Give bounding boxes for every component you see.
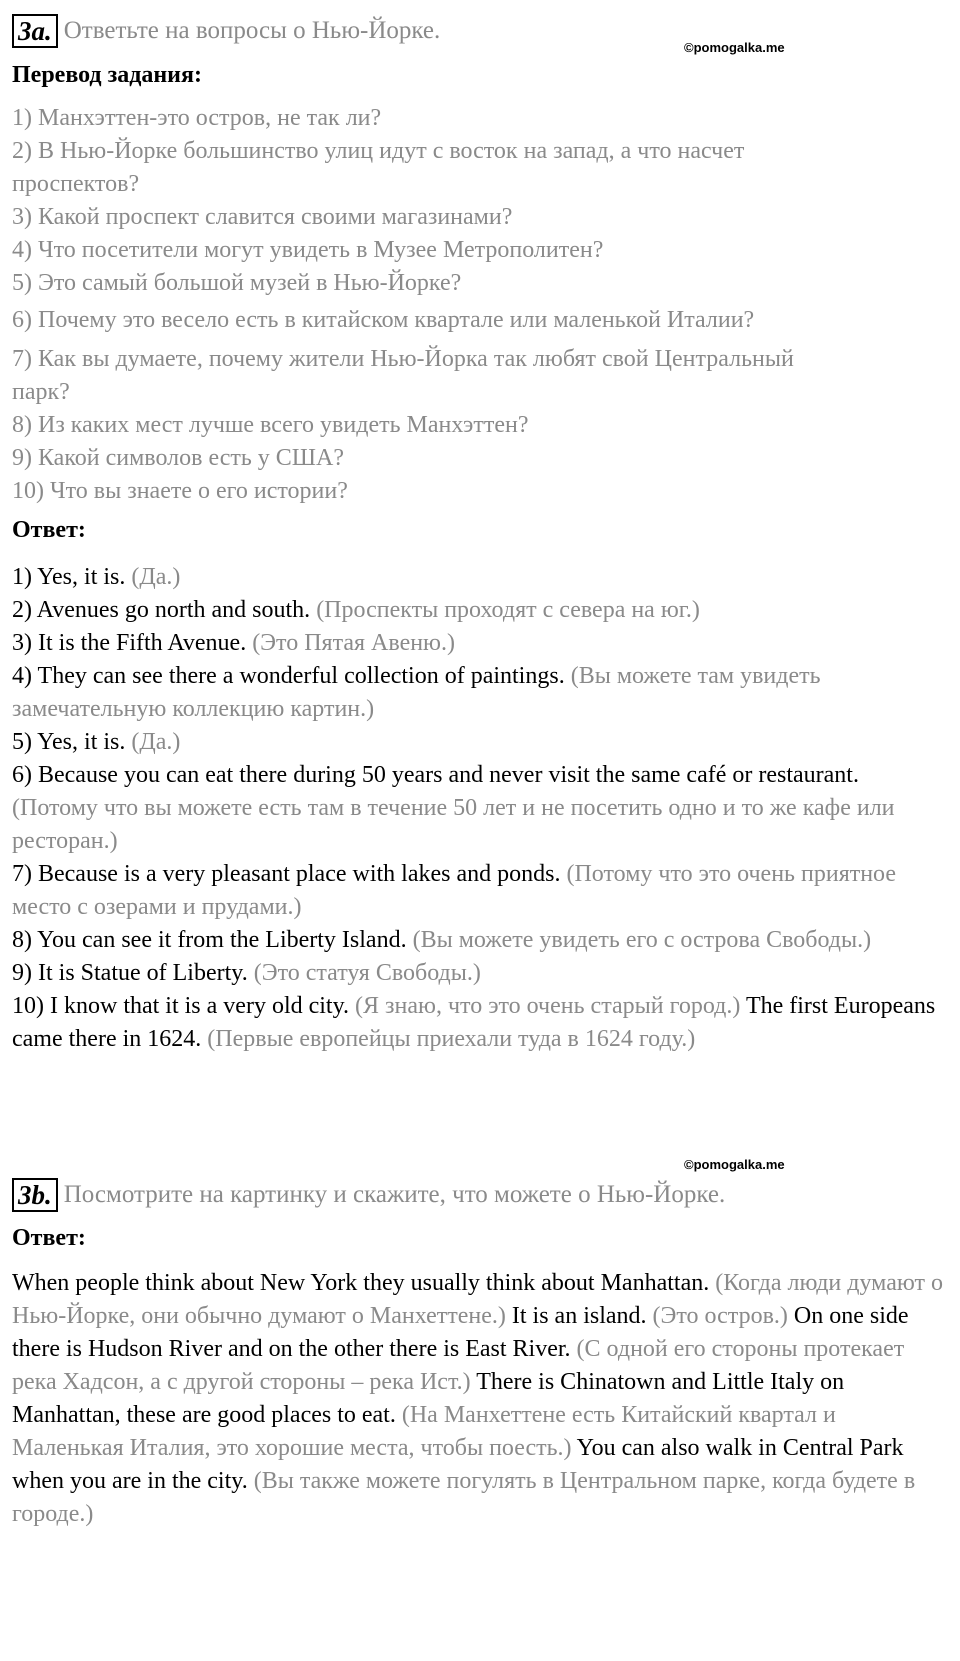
answer-heading-3b: Ответ: [12, 1225, 86, 1251]
question-line: 6) Почему это весело есть в китайском квартале или маленькой Италии? [12, 307, 755, 333]
answers-list [12, 561, 947, 1056]
answer-ru: (Это Пятая Авеню.) [252, 630, 455, 656]
answer-en: 4) They can see there a wonderful collection of paintings. [12, 663, 565, 689]
answer-paragraph [12, 1267, 947, 1531]
answer-item [12, 660, 947, 726]
answer-en: On one side there is Hudson River and on the other there is East River. [12, 1303, 909, 1362]
watermark: ©pomogalka.me [684, 1157, 785, 1172]
task-3b-header [12, 1178, 725, 1212]
answer-ru: (Потому что вы можете есть там в течение 50 лет и не посетить одно и то же кафе или ресторан.) [12, 795, 895, 854]
answer-item [12, 627, 947, 660]
watermark: ©pomogalka.me [684, 40, 785, 55]
answer-ru: (Первые европейцы приехали туда в 1624 году.) [207, 1026, 696, 1052]
task-3b-instruction: Посмотрите на картинку и скажите, что можете о Нью-Йорке. [63, 1181, 726, 1208]
question-line: 7) Как вы думаете, почему жители Нью-Йорка так любят свой Центральный [12, 346, 794, 372]
answer-en: When people think about New York they usually think about Manhattan. [12, 1270, 710, 1296]
answer-en: 3) It is the Fifth Avenue. [12, 630, 247, 656]
questions-list [12, 102, 947, 508]
answer-heading-3a: Ответ: [12, 517, 86, 543]
answer-en: 1) Yes, it is. [12, 564, 126, 590]
answer-en: 5) Yes, it is. [12, 729, 126, 755]
question-line: 10) Что вы знаете о его истории? [12, 478, 348, 504]
question-line: проспектов? [12, 171, 140, 197]
question-line: 3) Какой проспект славится своими магазинами? [12, 204, 513, 230]
answer-ru: (Я знаю, что это очень старый город.) [355, 993, 741, 1019]
question-line: 1) Манхэттен-это остров, не так ли? [12, 105, 382, 131]
answer-ru: (Потому что это очень приятное место с озерами и прудами.) [12, 861, 897, 920]
answer-en: 7) Because is a very pleasant place with lakes and ponds. [12, 861, 561, 887]
answer-item [12, 957, 947, 990]
answer-en: It is an island. [511, 1303, 647, 1329]
answer-item [12, 726, 947, 759]
task-3a-number: 3a. [12, 14, 58, 48]
answer-ru: (Это остров.) [652, 1303, 788, 1329]
answer-ru: (Когда люди думают о Нью-Йорке, они обычно думают о Манхеттене.) [12, 1270, 943, 1329]
question-line: 4) Что посетители могут увидеть в Музее Метрополитен? [12, 237, 604, 263]
answer-ru: (Да.) [131, 729, 181, 755]
question-line: 2) В Нью-Йорке большинство улиц идут с восток на запад, а что насчет [12, 138, 745, 164]
answer-en: 2) Avenues go north and south. [12, 597, 311, 623]
answer-ru: (На Манхеттене есть Китайский квартал и Маленькая Италия, это хорошие места, чтобы поесть.) [12, 1402, 836, 1461]
answer-en: You can also walk in Central Park when you are in the city. [12, 1435, 904, 1494]
answer-en: The first Europeans came there in 1624. [12, 993, 936, 1052]
answer-item [12, 924, 947, 957]
answer-en: There is Chinatown and Little Italy on Manhattan, these are good places to eat. [12, 1369, 845, 1428]
answer-ru: (Вы можете увидеть его с острова Свободы.) [412, 927, 872, 953]
answer-item [12, 594, 947, 627]
answer-paragraph-3b [12, 1267, 947, 1531]
task-3b-number: 3b. [12, 1178, 58, 1212]
task-3a-header [12, 14, 440, 48]
question-line: 9) Какой символов есть у США? [12, 445, 345, 471]
answer-item [12, 858, 947, 924]
answer-item [12, 990, 947, 1056]
task-3a-instruction: Ответьте на вопросы о Нью-Йорке. [63, 17, 441, 44]
answer-ru: (Это статуя Свободы.) [253, 960, 481, 986]
answer-item [12, 759, 947, 858]
answer-en: 6) Because you can eat there during 50 years and never visit the same café or restaurant. [12, 762, 859, 788]
question-line: 8) Из каких мест лучше всего увидеть Манхэттен? [12, 412, 529, 438]
question-line: парк? [12, 379, 70, 405]
answer-ru: (Вы также можете погулять в Центральном парке, когда будете в городе.) [12, 1468, 916, 1527]
answer-item [12, 561, 947, 594]
answer-ru: (С одной его стороны протекает река Хадсон, а с другой стороны – река Ист.) [12, 1336, 905, 1395]
answer-ru: (Да.) [131, 564, 181, 590]
answer-en: 8) You can see it from the Liberty Island. [12, 927, 407, 953]
answer-ru: (Вы можете там увидеть замечательную коллекцию картин.) [12, 663, 821, 722]
translation-heading: Перевод задания: [12, 62, 202, 88]
answer-en: 10) I know that it is a very old city. [12, 993, 350, 1019]
question-line: 5) Это самый большой музей в Нью-Йорке? [12, 270, 462, 296]
answer-en: 9) It is Statue of Liberty. [12, 960, 248, 986]
answer-ru: (Проспекты проходят с севера на юг.) [316, 597, 700, 623]
